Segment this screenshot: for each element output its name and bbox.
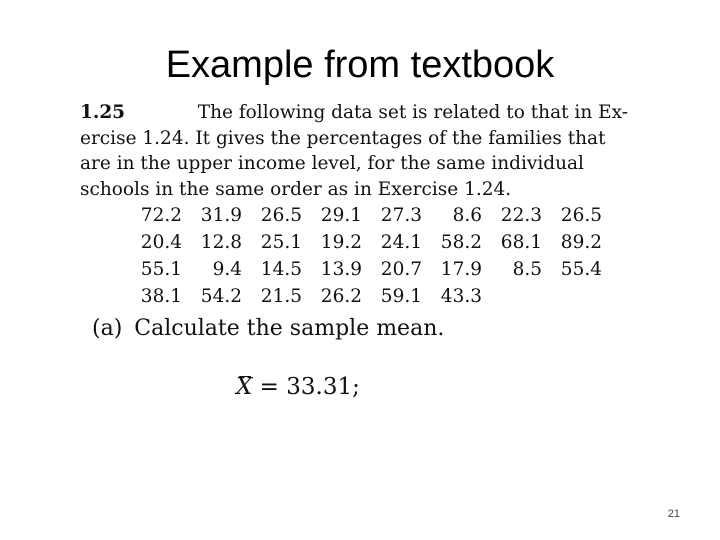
table-cell: 24.1	[380, 232, 422, 253]
page-number: 21	[667, 508, 680, 520]
table-cell: 19.2	[320, 232, 362, 253]
part-a-question-text: Calculate the sample mean.	[134, 316, 445, 341]
table-cell: 21.5	[260, 286, 302, 307]
table-cell	[482, 283, 542, 310]
table-cell: 72.2	[140, 205, 182, 226]
sample-mean-answer	[236, 374, 360, 400]
problem-text-line: schools in the same order as in Exercise 1.24.	[80, 178, 512, 200]
part-a-question	[92, 316, 444, 341]
table-cell: 8.5	[512, 259, 542, 280]
table-cell: 17.9	[440, 259, 482, 280]
problem-statement	[80, 100, 628, 202]
problem-line-1	[80, 100, 628, 126]
part-a-label: (a)	[92, 316, 123, 341]
table-row	[132, 283, 602, 310]
table-cell: 55.1	[140, 259, 182, 280]
table-cell: 12.8	[200, 232, 242, 253]
table-row	[132, 229, 602, 256]
table-cell: 29.1	[320, 205, 362, 226]
table-cell	[542, 283, 602, 310]
problem-text-line: are in the upper income level, for the same individual	[80, 153, 584, 174]
table-cell: 26.5	[560, 205, 602, 226]
data-table-body	[132, 202, 602, 310]
problem-text-line: The following data set is related to that in Ex-	[197, 102, 628, 123]
table-cell: 27.3	[380, 205, 422, 226]
table-row	[132, 202, 602, 229]
table-cell: 26.5	[260, 205, 302, 226]
table-cell: 9.4	[212, 259, 242, 280]
sample-mean-value: = 33.31;	[252, 374, 360, 400]
table-cell: 54.2	[200, 286, 242, 307]
data-table	[132, 202, 602, 310]
table-cell: 26.2	[320, 286, 362, 307]
table-cell: 68.1	[500, 232, 542, 253]
table-cell: 59.1	[380, 286, 422, 307]
table-cell: 38.1	[140, 286, 182, 307]
table-cell: 31.9	[200, 205, 242, 226]
table-cell: 22.3	[500, 205, 542, 226]
table-cell: 13.9	[320, 259, 362, 280]
table-cell: 43.3	[440, 286, 482, 307]
x-bar-symbol: X	[236, 374, 253, 400]
problem-text-line: ercise 1.24. It gives the percentages of the families that	[80, 127, 606, 149]
slide-title: Example from textbook	[165, 44, 555, 86]
table-cell: 20.7	[380, 259, 422, 280]
table-cell: 55.4	[560, 259, 602, 280]
table-cell: 89.2	[560, 232, 602, 253]
table-cell: 8.6	[452, 205, 482, 226]
table-row	[132, 256, 602, 283]
table-cell: 25.1	[260, 232, 302, 253]
table-cell: 20.4	[140, 232, 182, 253]
table-cell: 58.2	[440, 232, 482, 253]
table-cell: 14.5	[260, 259, 302, 280]
problem-number: 1.25	[80, 102, 126, 123]
